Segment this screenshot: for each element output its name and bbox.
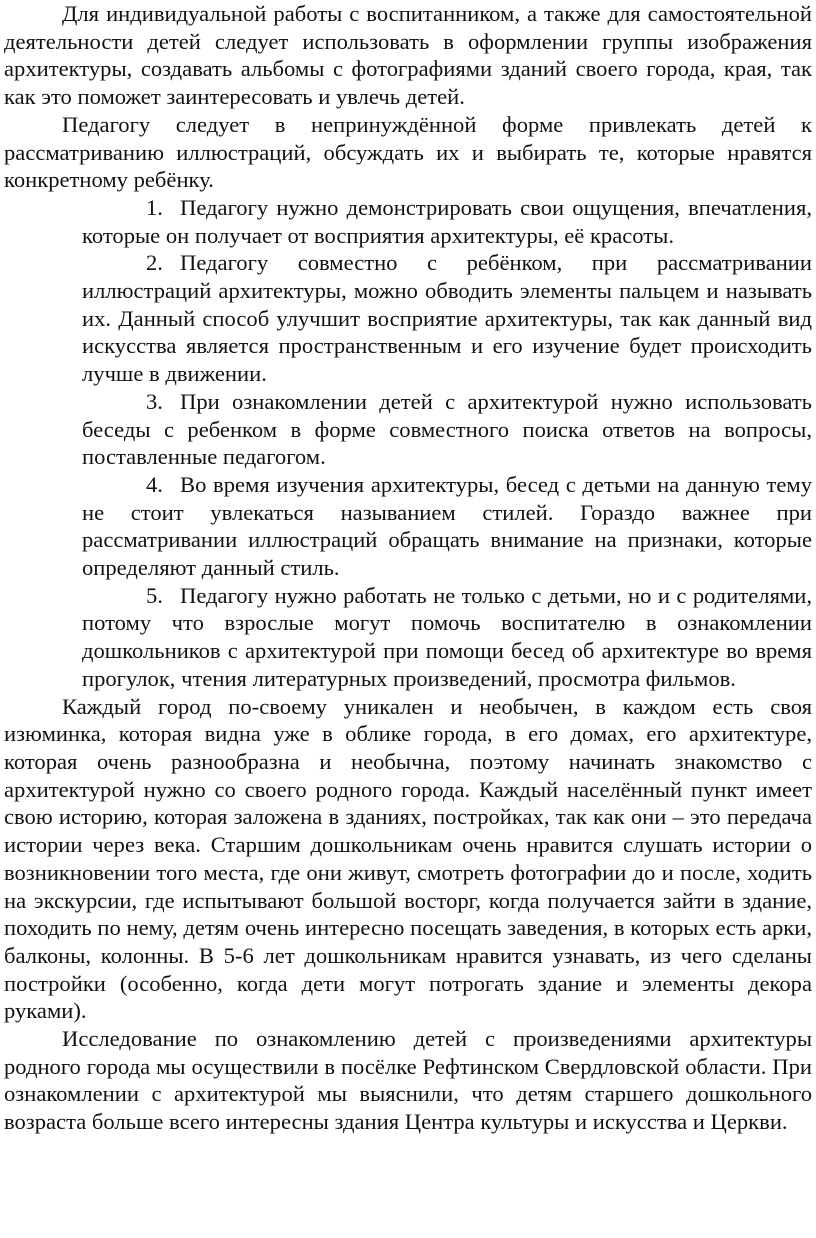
list-item-number: 4. bbox=[146, 471, 163, 497]
list-item bbox=[82, 388, 812, 471]
list-item-text: Педагогу нужно работать не только с детьми, но и с родителями, потому что взрослые могут помочь воспитателю в ознакомлении дошкольников с архитектурой при помощи бесед об архитектуре во время прогулок, чтения литературных произведений, просмотра фильмов. bbox=[82, 582, 812, 691]
list-item-text: При ознакомлении детей с архитектурой нужно использовать беседы с ребенком в форме совместного поиска ответов на вопросы, поставленные педагогом. bbox=[82, 388, 812, 470]
list-item bbox=[82, 471, 812, 582]
list-item bbox=[82, 194, 812, 249]
list-item-number: 5. bbox=[146, 582, 163, 608]
paragraph-intro: Для индивидуальной работы с воспитанником, а также для самостоятельной деятельности детей следует использовать в оформлении группы изображения архитектуры, создавать альбомы с фотографиями зданий своего города, края, так как это поможет заинтересовать и увлечь детей. bbox=[4, 1, 812, 110]
document-page bbox=[4, 0, 812, 1136]
list-item-text: Педагогу совместно с ребёнком, при рассматривании иллюстраций архитектуры, можно обводить элементы пальцем и называть их. Данный способ улучшит восприятие архитектуры, так как данный вид искусства является пространственным и его изучение будет происходить лучше в движении. bbox=[82, 250, 812, 387]
list-item-number: 3. bbox=[146, 388, 163, 414]
list-item-number: 2. bbox=[146, 250, 163, 276]
list-item-number: 1. bbox=[146, 194, 163, 220]
paragraph-research: Исследование по ознакомлению детей с произведениями архитектуры родного города мы осуществили в посёлке Рефтинском Свердловской области. При ознакомлении с архитектурой мы выяснили, что детям старшего дошкольного возраста больше всего интересны здания Центра культуры и искусства и Церкви. bbox=[4, 1026, 812, 1135]
paragraph-city: Каждый город по-своему уникален и необычен, в каждом есть своя изюминка, которая видна уже в облике города, в его домах, его архитектуре, которая очень разнообразна и необычна, поэтому начинать знакомство с архитектурой нужно со своего родного города. Каждый населённый пункт имеет свою историю, которая заложена в зданиях, постройках, так как они – это передача истории через века. Старшим дошкольникам очень нравится слушать истории о возникновении того места, где они живут, смотреть фотографии до и после, ходить на экскурсии, где испытывают большой восторг, когда получается зайти в здание, походить по нему, детям очень интересно посещать заведения, в которых есть арки, балконы, колонны. В 5-6 лет дошкольникам нравится узнавать, из чего сделаны постройки (особенно, когда дети могут потрогать здание и элементы декора руками). bbox=[4, 693, 812, 1024]
list-item bbox=[82, 582, 812, 693]
list-item bbox=[82, 249, 812, 388]
paragraph-guidance: Педагогу следует в непринуждённой форме привлекать детей к рассматриванию иллюстраций, обсуждать их и выбирать те, которые нравятся конкретному ребёнку. bbox=[4, 111, 812, 193]
list-item-text: Во время изучения архитектуры, бесед с детьми на данную тему не стоит увлекаться называнием стилей. Гораздо важнее при рассматривании иллюстраций обращать внимание на признаки, которые определяют данный стиль. bbox=[82, 471, 812, 581]
numbered-list bbox=[4, 194, 812, 693]
list-item-text: Педагогу нужно демонстрировать свои ощущения, впечатления, которые он получает от восприятия архитектуры, её красоты. bbox=[82, 194, 812, 248]
